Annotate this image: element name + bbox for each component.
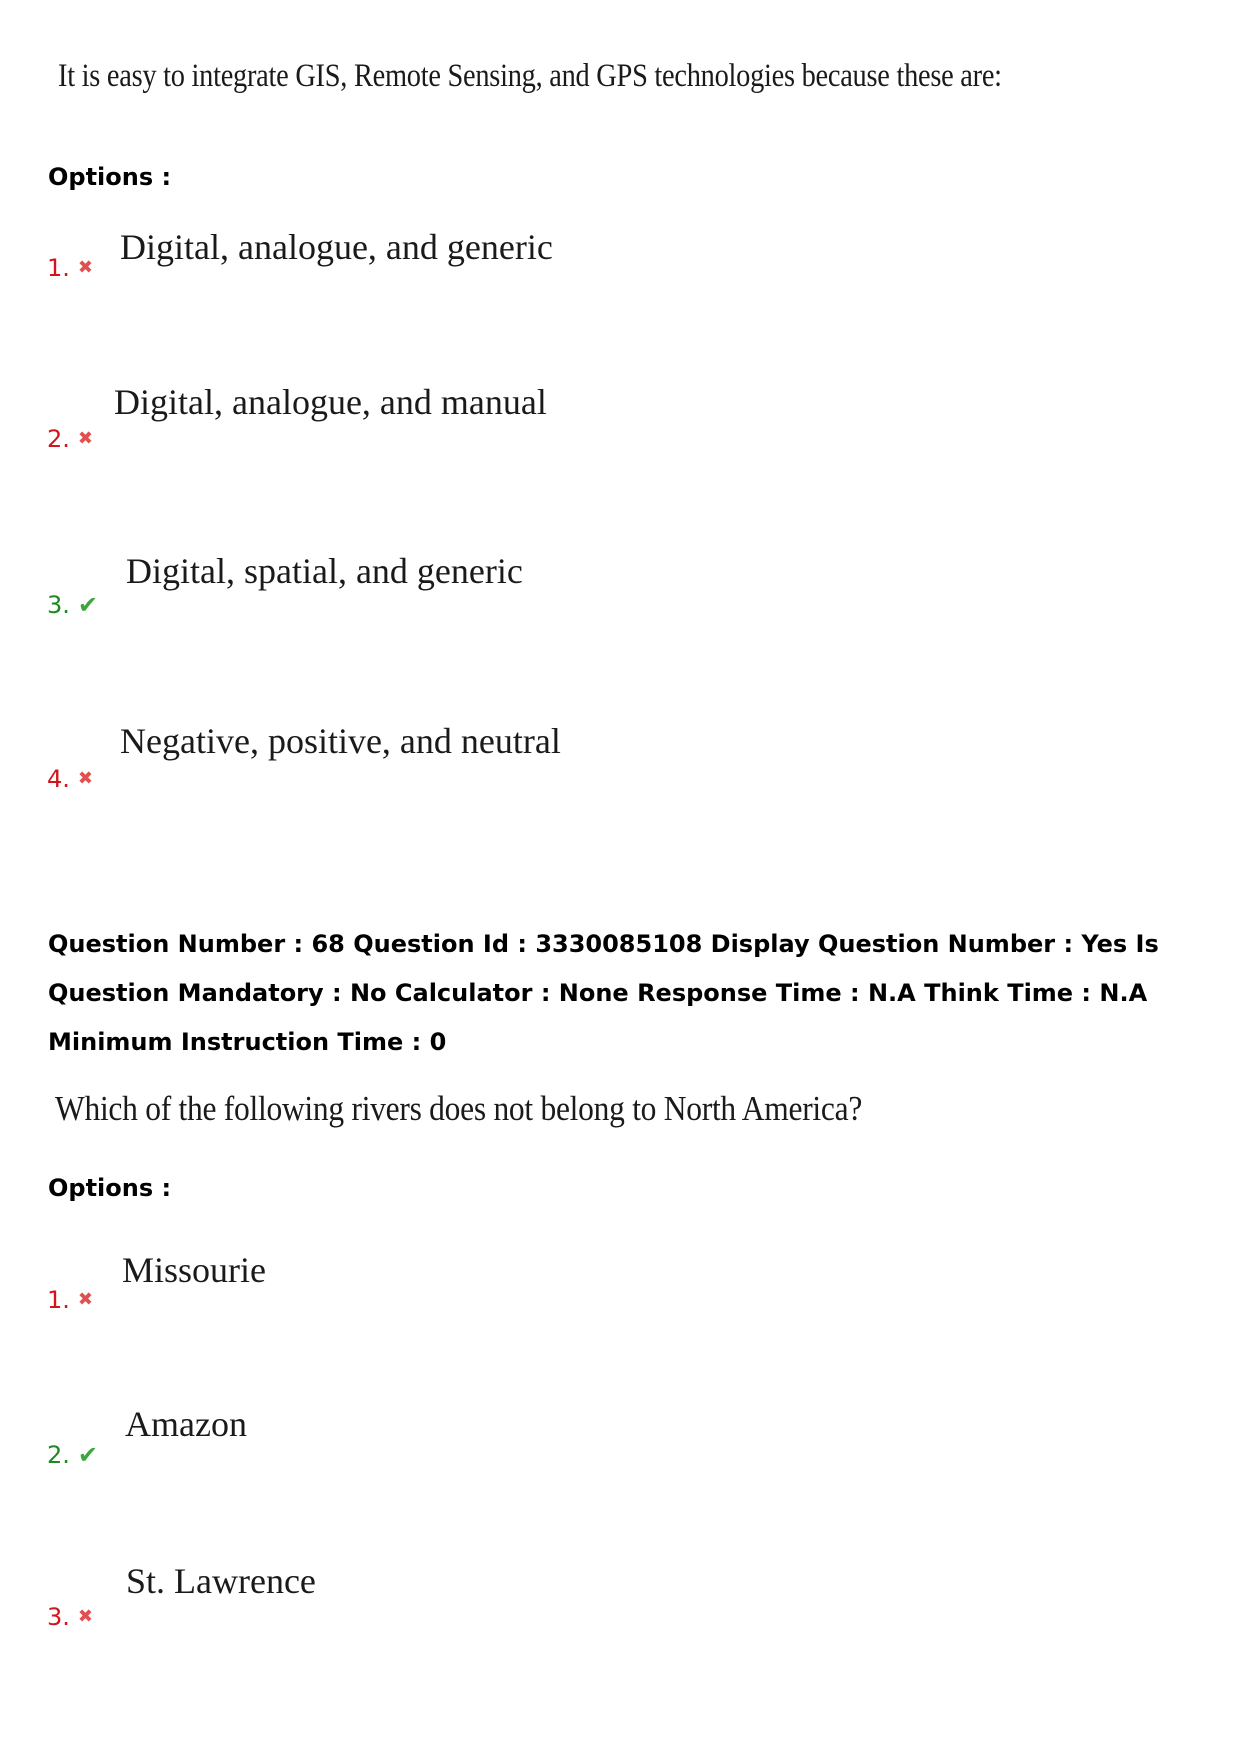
option-text: Negative, positive, and neutral (120, 721, 561, 761)
question-text: Which of the following rivers does not belong to North America? (55, 1089, 863, 1128)
check-icon: ✔ (77, 1441, 99, 1469)
option-text: Missourie (122, 1250, 266, 1290)
options-label: Options : (48, 1174, 172, 1202)
option-number: 1. ✖ (47, 1286, 93, 1314)
cross-icon: ✖ (77, 257, 93, 278)
option-text: Digital, analogue, and generic (120, 227, 553, 267)
cross-icon: ✖ (77, 1289, 93, 1310)
cross-icon: ✖ (77, 1606, 93, 1627)
cross-icon: ✖ (77, 428, 93, 449)
question-meta: Question Number : 68 Question Id : 3330085108 Display Question Number : Yes Is Question Mandatory : No Calculator : None Response Time : N.A Think Time : N.A Minimum Instruction Time : 0 (48, 930, 1159, 1056)
option-number: 3. ✔ (47, 591, 99, 619)
option-text: Digital, spatial, and generic (126, 551, 523, 591)
option-number: 2. ✔ (47, 1441, 99, 1469)
options-label: Options : (48, 163, 172, 191)
option-number: 4. ✖ (47, 765, 93, 793)
check-icon: ✔ (77, 591, 99, 619)
option-text: Digital, analogue, and manual (114, 382, 547, 422)
option-number: 3. ✖ (47, 1603, 93, 1631)
question-text: It is easy to integrate GIS, Remote Sensing, and GPS technologies because these are: (58, 58, 1002, 94)
option-number: 2. ✖ (47, 425, 93, 453)
option-number: 1. ✖ (47, 254, 93, 282)
cross-icon: ✖ (77, 768, 93, 789)
option-text: Amazon (125, 1404, 247, 1444)
option-text: St. Lawrence (126, 1561, 316, 1601)
